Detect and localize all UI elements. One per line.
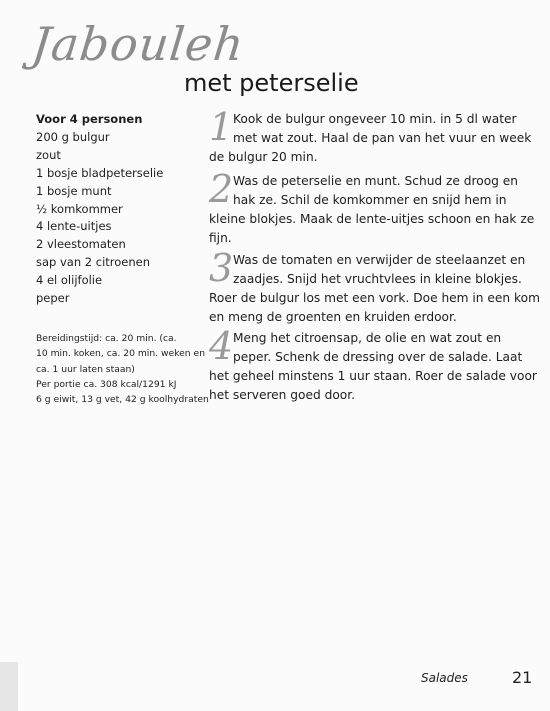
info-line: Per portie ca. 308 kcal/1291 kJ <box>36 378 177 390</box>
step-line: kleine blokjes. Maak de lente-uitjes schoon en hak ze <box>209 212 535 226</box>
page-corner-tab <box>0 662 18 711</box>
info-line: 6 g eiwit, 13 g vet, 42 g koolhydraten <box>36 394 209 406</box>
step-line: Was de tomaten en verwijder de steelaanzet en <box>233 253 526 267</box>
step-line: zaadjes. Snijd het vruchtvlees in kleine blokjes. <box>233 272 522 286</box>
ingredient-item: 1 bosje bladpeterselie <box>36 165 164 180</box>
info-line: Bereidingstijd: ca. 20 min. (ca. <box>36 333 177 344</box>
step-number: 4 <box>209 324 234 368</box>
step-number: 1 <box>209 105 234 149</box>
step-3 <box>209 246 540 327</box>
step-line: Kook de bulgur ongeveer 10 min. in 5 dl water <box>233 112 517 126</box>
info-line: 10 min. koken, ca. 20 min. weken en <box>36 348 206 360</box>
ingredient-item: sap van 2 citroenen <box>36 255 151 270</box>
preparation-info <box>36 331 209 407</box>
step-line: peper. Schenk de dressing over de salade. Laat <box>233 350 523 364</box>
recipe-title-subtitle: met peterselie <box>184 69 359 97</box>
ingredients-heading: Voor 4 personen <box>36 112 143 126</box>
step-line: Roer de bulgur los met een vork. Doe hem in een kom <box>209 291 540 305</box>
step-line: de bulgur 20 min. <box>209 150 318 164</box>
page-number: 21 <box>512 668 533 687</box>
ingredient-item: peper <box>36 291 70 306</box>
ingredient-item: 2 vleestomaten <box>36 237 126 252</box>
step-line: Meng het citroensap, de olie en wat zout en <box>233 331 502 345</box>
ingredient-item: 4 lente-uitjes <box>36 219 112 234</box>
ingredient-item: 1 bosje munt <box>36 183 112 198</box>
ingredient-item: zout <box>36 147 61 162</box>
info-line: ca. 1 uur laten staan) <box>36 363 135 375</box>
step-line: fijn. <box>209 231 232 245</box>
step-line: Was de peterselie en munt. Schud ze droog en <box>233 174 519 188</box>
ingredients-block <box>36 111 201 308</box>
ingredient-item: ½ komkommer <box>36 201 123 216</box>
ingredient-item: 4 el olijfolie <box>36 273 103 288</box>
recipe-title-script: Jabouleh <box>29 17 248 71</box>
step-line: het serveren goed door. <box>209 388 355 402</box>
ingredient-item: 200 g bulgur <box>36 129 110 144</box>
step-line: hak ze. Schil de komkommer en snijd hem in <box>233 193 507 207</box>
step-1 <box>209 105 532 167</box>
step-2 <box>209 167 535 248</box>
step-line: met wat zout. Haal de pan van het vuur en week <box>233 131 532 145</box>
step-4 <box>209 324 537 405</box>
step-number: 2 <box>209 167 234 211</box>
footer-section-label: Salades <box>421 671 468 685</box>
step-line: het geheel minstens 1 uur staan. Roer de salade voor <box>209 369 537 383</box>
step-line: en meng de groenten en kruiden erdoor. <box>209 310 457 324</box>
ingredients-list <box>36 129 201 308</box>
step-number: 3 <box>209 246 234 290</box>
